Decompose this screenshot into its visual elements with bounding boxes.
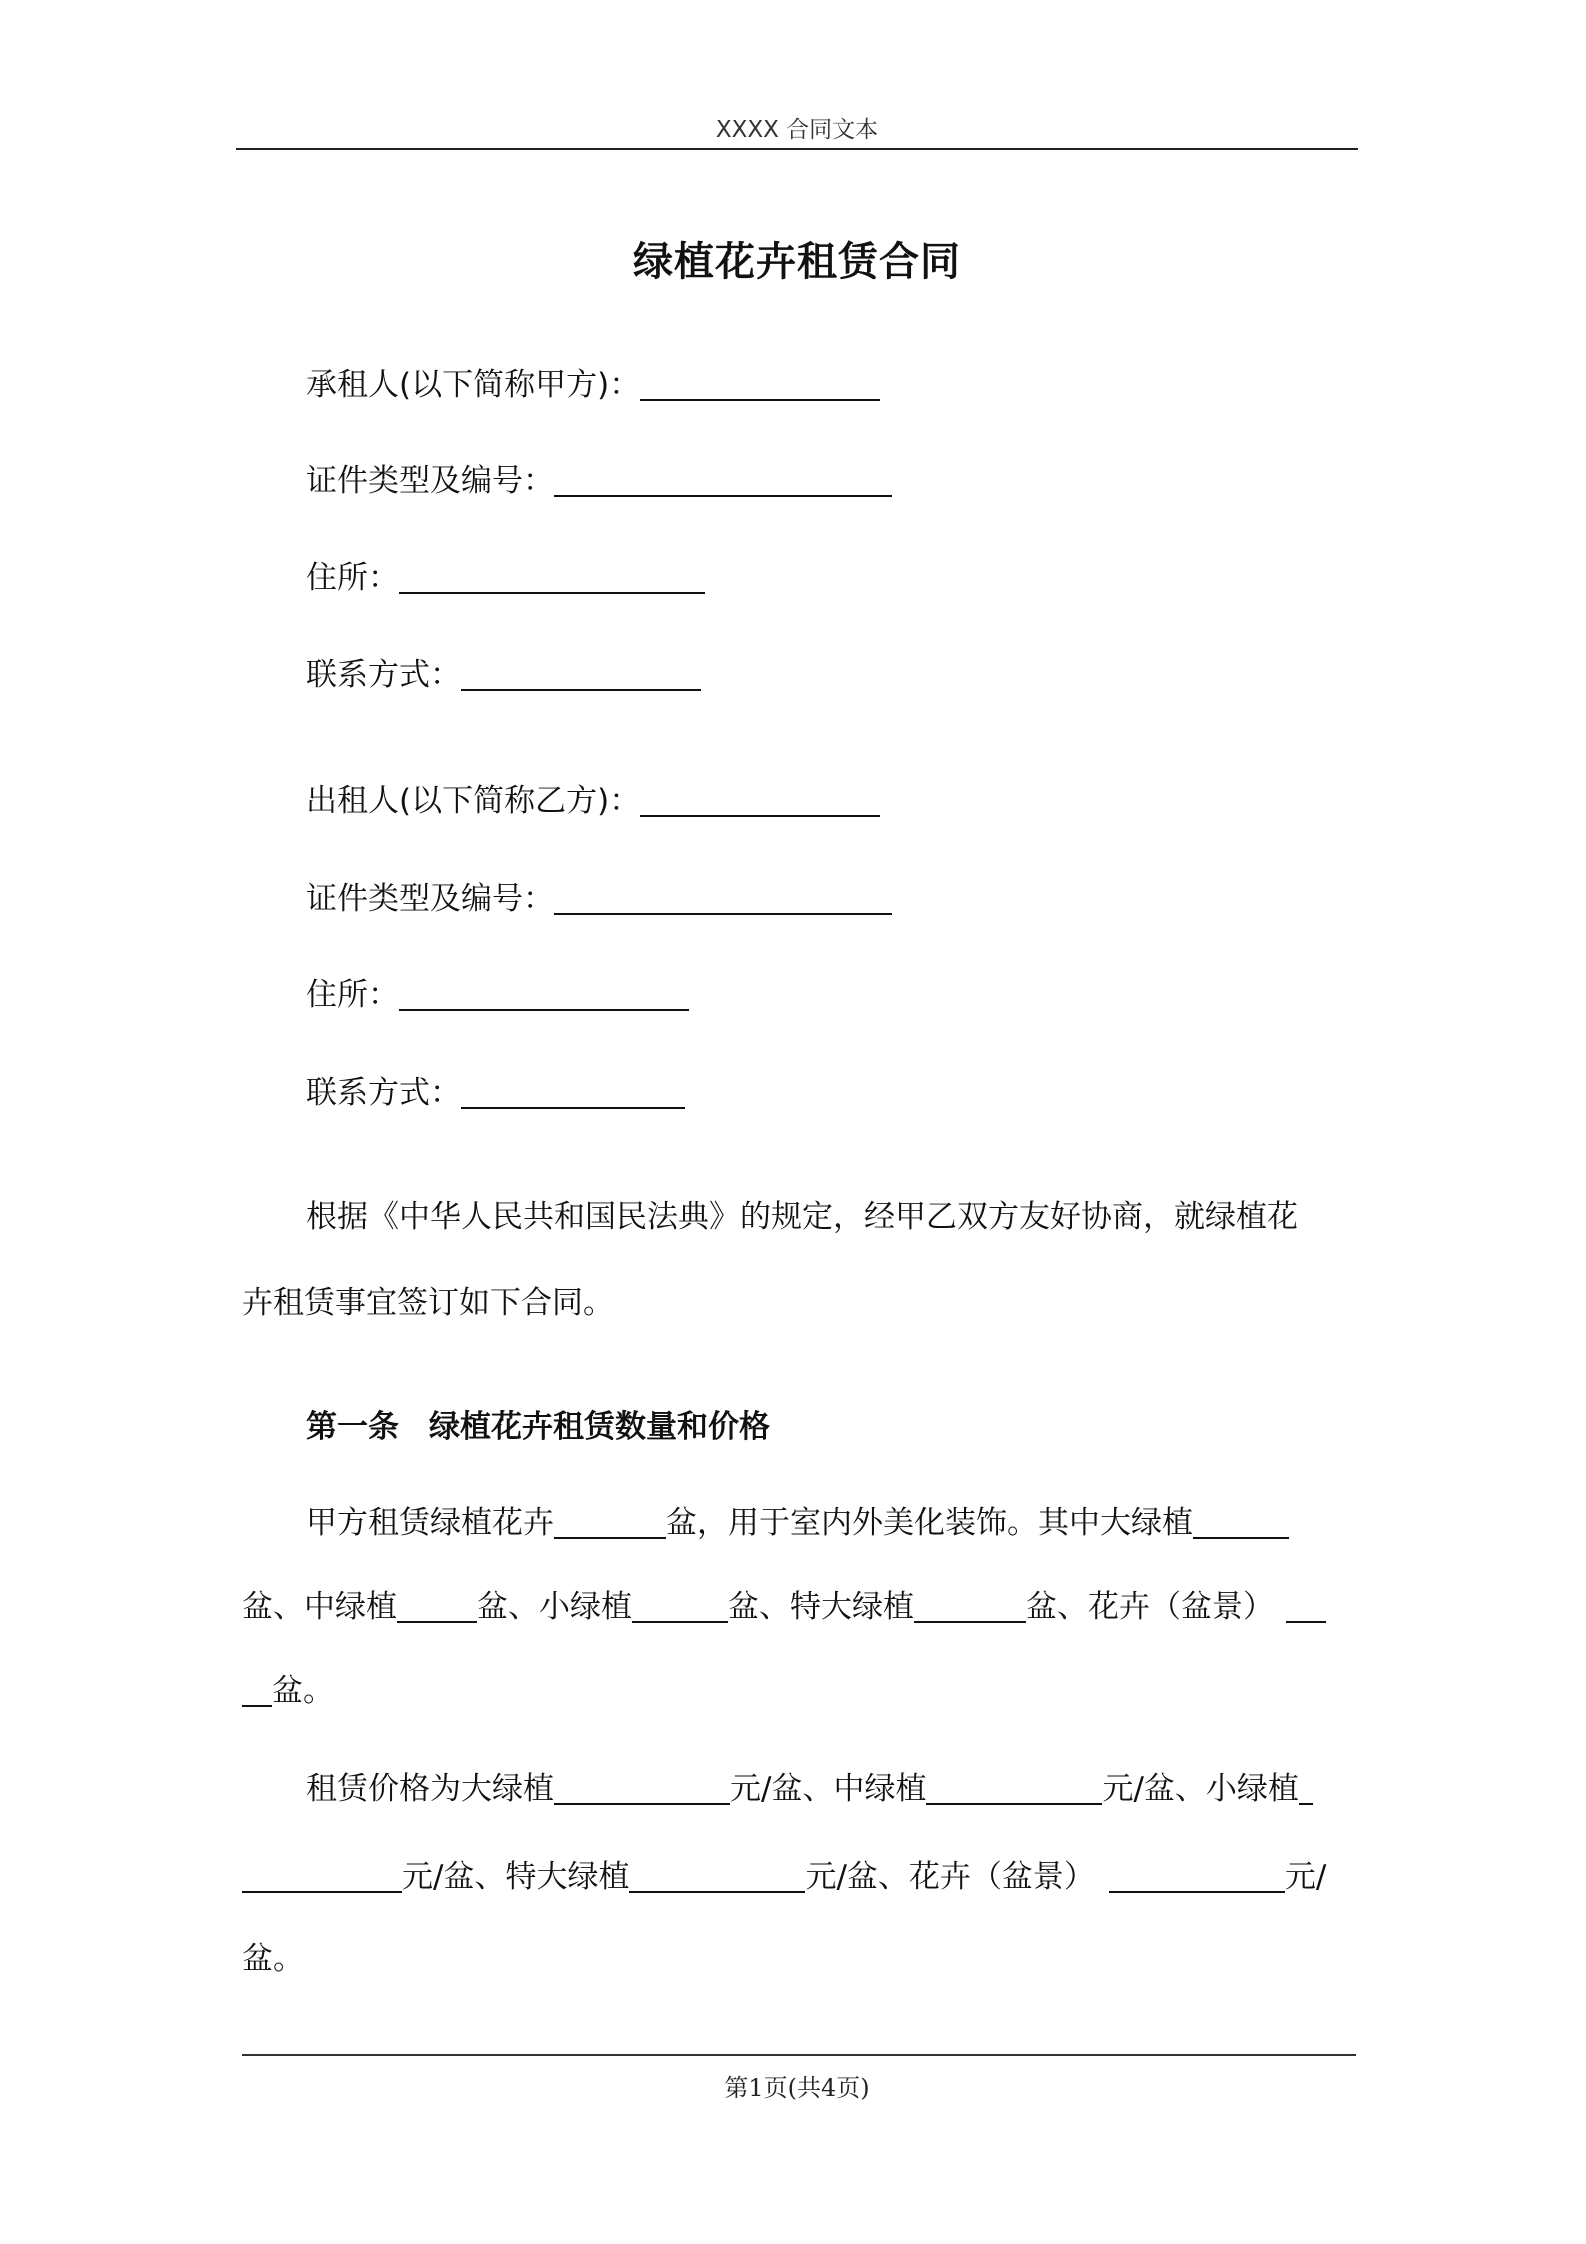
small-plant-price-field-end[interactable] [242,1861,402,1893]
lessor-id-row [306,876,892,922]
article-1-number: 第一条 [306,1409,399,1445]
lessee-address-label: 住所： [306,560,399,596]
lessee-name-label: 承租人(以下简称甲方)： [306,367,641,403]
lessee-id-label: 证件类型及编号： [306,463,554,499]
xlarge-plant-count-field[interactable] [914,1591,1026,1623]
lessor-name-field[interactable] [640,785,880,817]
lessor-name-row [306,778,880,824]
flower-count-field-end[interactable] [242,1675,272,1707]
article-1-para1-line2 [242,1584,1326,1630]
lessor-contact-field[interactable] [461,1077,685,1109]
header-divider [236,148,1358,150]
medium-plant-price-field[interactable] [926,1773,1102,1805]
lessor-address-label: 住所： [306,977,399,1013]
para1-text-5: 盆、特大绿植 [728,1589,914,1625]
large-plant-count-field[interactable] [1193,1507,1289,1539]
article-1-title: 绿植花卉租赁数量和价格 [429,1409,770,1445]
small-plant-price-field-start[interactable] [1299,1773,1313,1805]
lessee-name-field[interactable] [640,369,880,401]
page-number: 第1页(共4页) [724,2074,870,2102]
lessee-id-row [306,458,892,504]
lessor-contact-row [306,1070,685,1116]
para1-text-7: 盆。 [272,1673,334,1709]
article-1-heading [306,1404,770,1450]
flower-price-field[interactable] [1109,1861,1285,1893]
article-1-para2-line2 [242,1854,1326,1900]
lessor-contact-label: 联系方式： [306,1075,461,1111]
para1-text-6: 盆、花卉（盆景） [1026,1589,1274,1625]
para2-text-6: 元/ [1284,1859,1327,1895]
para2-text-2: 元/盆、中绿植 [730,1771,927,1807]
para1-text-1: 甲方租赁绿植花卉 [306,1505,554,1541]
para1-text-4: 盆、小绿植 [477,1589,632,1625]
para1-text-2: 盆，用于室内外美化装饰。其中大绿植 [666,1505,1193,1541]
article-1-para2-line3: 盆。 [242,1941,304,1977]
lessee-contact-field[interactable] [461,659,701,691]
lessee-address-row [306,555,705,601]
footer-divider [242,2054,1356,2056]
article-1-para1-line3 [242,1668,334,1714]
para2-text-1: 租赁价格为大绿植 [306,1771,554,1807]
article-1-para2-line1 [306,1766,1313,1812]
para2-text-3: 元/盆、小绿植 [1102,1771,1299,1807]
medium-plant-count-field[interactable] [397,1591,477,1623]
lessee-contact-label: 联系方式： [306,657,461,693]
lessee-contact-row [306,652,701,698]
para1-text-3: 盆、中绿植 [242,1589,397,1625]
document-title: 绿植花卉租赁合同 [633,239,961,285]
lessor-id-label: 证件类型及编号： [306,881,554,917]
lessee-address-field[interactable] [399,562,705,594]
small-plant-count-field[interactable] [632,1591,728,1623]
xlarge-plant-price-field[interactable] [629,1861,805,1893]
lessee-id-field[interactable] [554,465,892,497]
large-plant-price-field[interactable] [554,1773,730,1805]
lessor-name-label: 出租人(以下简称乙方)： [306,783,641,819]
total-pots-field[interactable] [554,1507,666,1539]
preamble-line-1: 根据《中华人民共和国民法典》的规定，经甲乙双方友好协商，就绿植花 [306,1199,1298,1235]
lessee-name-row [306,362,880,408]
lessor-address-field[interactable] [399,979,689,1011]
preamble-line-2: 卉租赁事宜签订如下合同。 [242,1285,614,1321]
article-1-para1-line1 [306,1500,1289,1546]
page-header: XXXX 合同文本 [715,117,879,143]
para2-text-5: 元/盆、花卉（盆景） [805,1859,1095,1895]
para2-text-4: 元/盆、特大绿植 [402,1859,630,1895]
lessor-id-field[interactable] [554,883,892,915]
lessor-address-row [306,972,689,1018]
flower-count-field-start[interactable] [1286,1591,1326,1623]
